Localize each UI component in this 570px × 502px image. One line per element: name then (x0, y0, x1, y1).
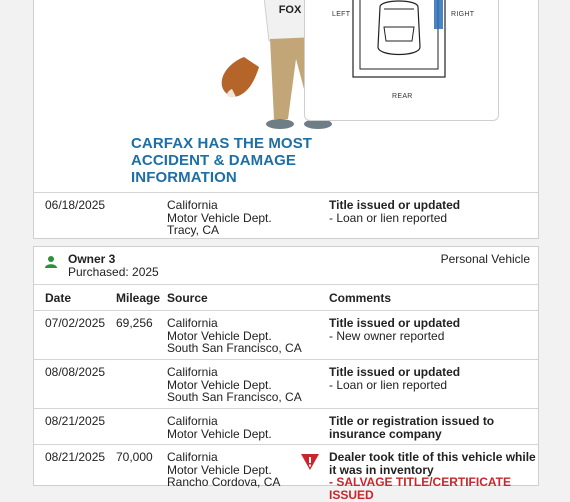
source-line: Motor Vehicle Dept. (167, 377, 272, 392)
comment-title: Title issued or updated (329, 316, 461, 330)
owner-name: Owner 3 (68, 252, 116, 266)
comment-title: Title issued or updated (329, 365, 461, 379)
comment-detail: - New owner reported (329, 328, 445, 343)
comment-detail: - Loan or lien reported (329, 377, 448, 392)
row-comments (329, 451, 539, 501)
source-line: Tracy, CA (167, 223, 220, 237)
header-date: Date (45, 291, 72, 305)
mascot-shirt-text: FOX (278, 4, 302, 16)
header-comments: Comments (329, 291, 392, 305)
promo-line-3: INFORMATION (131, 169, 237, 186)
row-source (167, 415, 317, 440)
source-line: South San Francisco, CA (167, 341, 302, 355)
row-date: 08/08/2025 (45, 365, 106, 379)
warning-icon (300, 453, 320, 471)
comment-title: Title or registration issued to insurance company (329, 414, 495, 441)
owner-history-card (33, 246, 539, 502)
source-line: California (167, 414, 218, 428)
history-card-previous (33, 0, 539, 239)
row-date: 06/18/2025 (45, 198, 106, 212)
comment-detail: - Loan or lien reported (329, 210, 448, 225)
vehicle-damage-diagram (304, 0, 499, 121)
source-line: California (167, 316, 218, 330)
row-comments (329, 199, 534, 224)
carfax-promo-text (131, 135, 331, 186)
source-line: South San Francisco, CA (167, 390, 302, 404)
header-source: Source (167, 291, 208, 305)
row-date: 08/21/2025 (45, 450, 106, 464)
table-row (34, 193, 538, 240)
row-comments (329, 415, 534, 440)
comment-detail-salvage: - SALVAGE TITLE/CERTIFICATE ISSUED (329, 475, 511, 502)
source-line: Motor Vehicle Dept. (167, 328, 272, 343)
row-source (167, 199, 317, 237)
source-line: California (167, 450, 218, 464)
diagram-left-label: LEFT (332, 11, 351, 18)
owner-header (34, 247, 538, 285)
source-line: Motor Vehicle Dept. (167, 210, 272, 225)
row-mileage: 70,000 (116, 450, 153, 464)
promo-line-1: CARFAX HAS THE MOST (131, 135, 313, 152)
car-outline-icon (352, 0, 448, 79)
diagram-right-label: RIGHT (451, 11, 475, 18)
row-comments (329, 317, 534, 342)
table-row (34, 360, 538, 409)
row-source (167, 317, 317, 355)
source-line: California (167, 365, 218, 379)
row-comments (329, 366, 534, 391)
table-row (34, 409, 538, 445)
source-line: Motor Vehicle Dept. (167, 462, 272, 477)
owner-purchased: Purchased: 2025 (68, 265, 159, 279)
table-row (34, 311, 538, 360)
source-line: California (167, 198, 218, 212)
comment-title: Title issued or updated (329, 198, 461, 212)
vehicle-use-type: Personal Vehicle (440, 252, 530, 266)
source-line: Motor Vehicle Dept. (167, 426, 272, 441)
promo-line-2: ACCIDENT & DAMAGE (131, 152, 297, 169)
source-line: Rancho Cordova, CA (167, 475, 281, 489)
row-source (167, 451, 317, 489)
table-header (34, 284, 538, 311)
table-row (34, 445, 538, 502)
comment-title: Dealer took title of this vehicle while it was in inventory (329, 450, 536, 477)
row-source (167, 366, 317, 404)
person-icon (44, 255, 58, 269)
diagram-rear-label: REAR (392, 93, 413, 100)
header-mileage: Mileage (116, 291, 161, 305)
row-date: 07/02/2025 (45, 316, 106, 330)
row-mileage: 69,256 (116, 316, 153, 330)
row-date: 08/21/2025 (45, 414, 106, 428)
